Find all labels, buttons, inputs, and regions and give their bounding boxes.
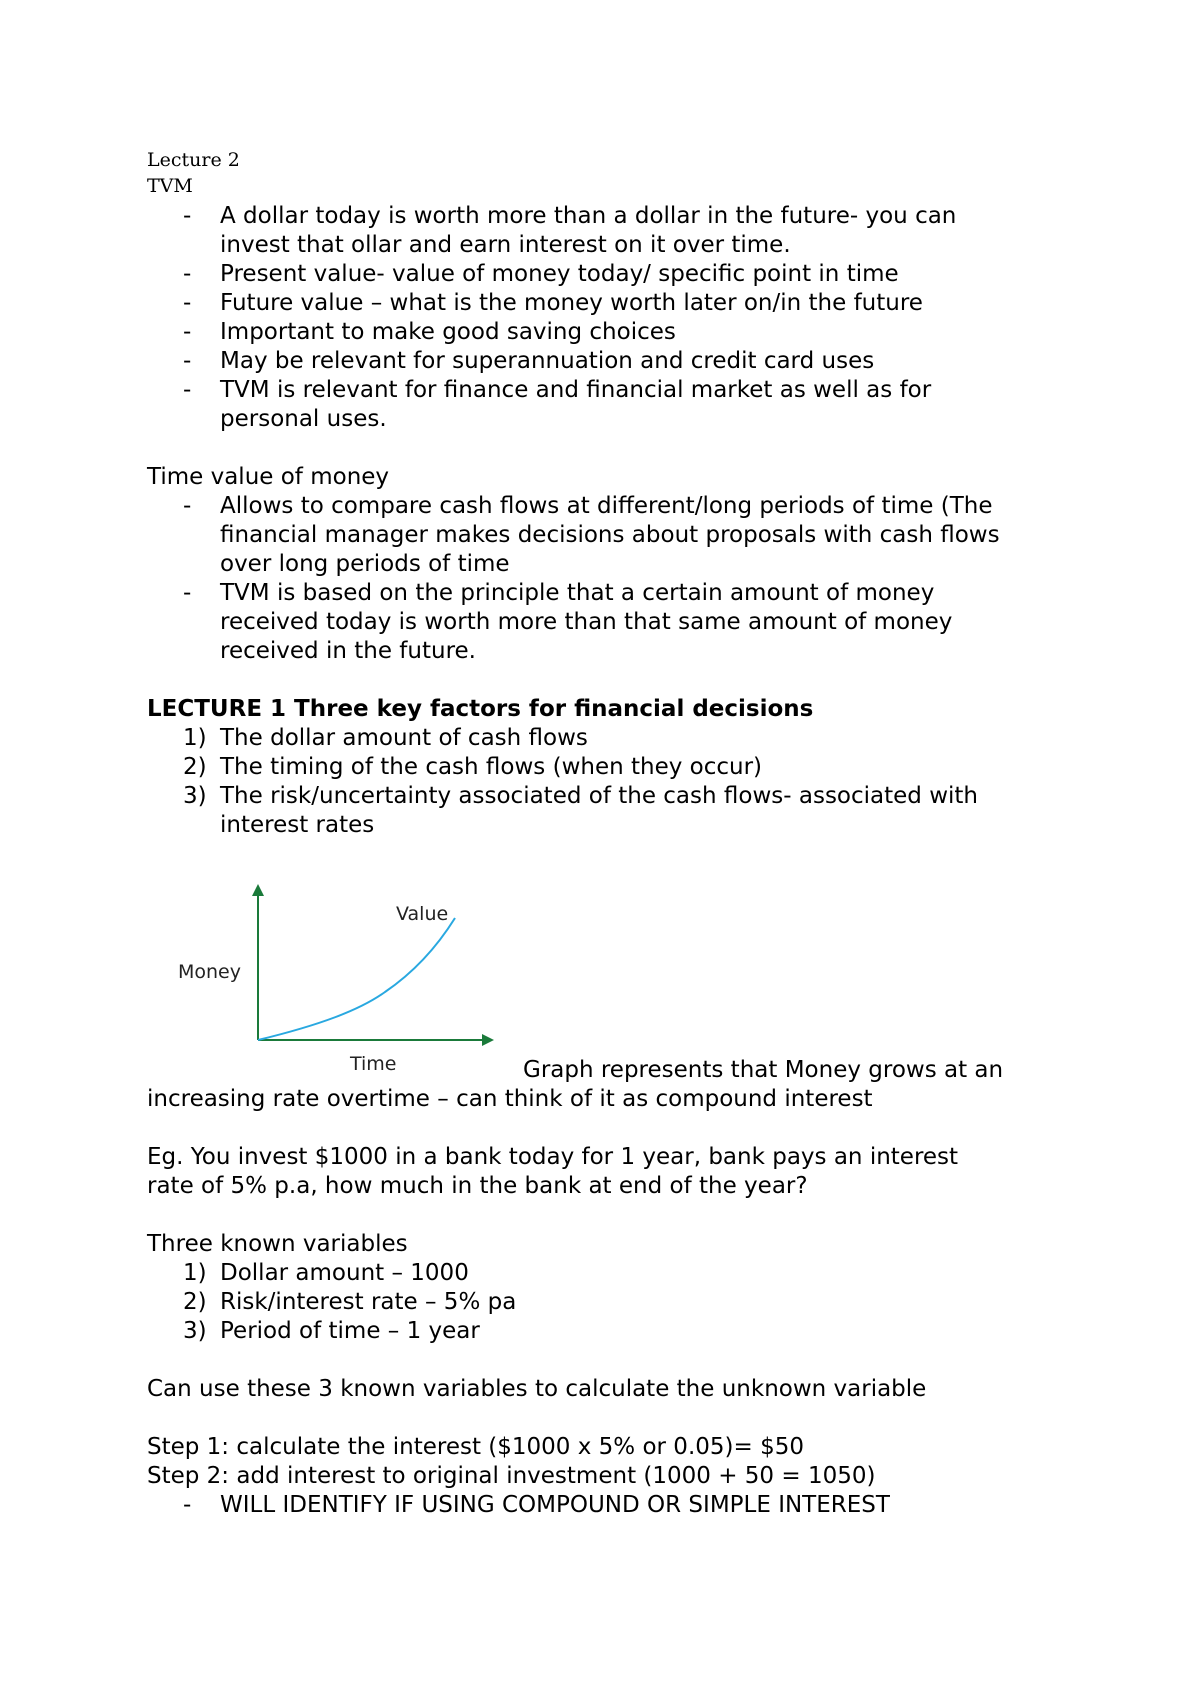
known-heading: Three known variables xyxy=(147,1231,408,1257)
tvm2-bullet-1-line-2: financial manager makes decisions about proposals with cash flows xyxy=(220,522,1000,548)
tvm-bullet-6-line-1: TVM is relevant for finance and financial market as well as for xyxy=(220,377,932,403)
factor-2: The timing of the cash flows (when they occur) xyxy=(220,754,763,780)
known-1: Dollar amount – 1000 xyxy=(220,1260,469,1286)
lecture1-heading: LECTURE 1 Three key factors for financial decisions xyxy=(147,696,814,722)
tvm2-bullet-2-line-2: received today is worth more than that same amount of money xyxy=(220,609,953,635)
y-axis-label: Money xyxy=(178,961,241,983)
graph-caption-line-1: Graph represents that Money grows at an xyxy=(523,1057,1004,1083)
graph-caption-line-2: increasing rate overtime – can think of it as compound interest xyxy=(147,1086,873,1112)
tvm2-heading: Time value of money xyxy=(147,464,390,490)
bullet-dash: - xyxy=(183,319,192,345)
step-1: Step 1: calculate the interest ($1000 x 5% or 0.05)= $50 xyxy=(147,1434,804,1460)
tvm-bullet-6-line-2: personal uses. xyxy=(220,406,387,432)
factor-3-line-1: The risk/uncertainty associated of the cash flows- associated with xyxy=(220,783,979,809)
bullet-dash: - xyxy=(183,493,192,519)
factor-number: 3) xyxy=(183,783,207,809)
bullet-dash: - xyxy=(183,348,192,374)
tvm-bullet-1-line-2: invest that ollar and earn interest on it over time. xyxy=(220,232,791,258)
bullet-dash: - xyxy=(183,377,192,403)
factor-1: The dollar amount of cash flows xyxy=(220,725,588,751)
bullet-dash: - xyxy=(183,290,192,316)
known-number: 2) xyxy=(183,1289,207,1315)
tvm-bullet-2: Present value- value of money today/ specific point in time xyxy=(220,261,899,287)
use-text: Can use these 3 known variables to calculate the unknown variable xyxy=(147,1376,927,1402)
known-3: Period of time – 1 year xyxy=(220,1318,480,1344)
tvm-bullet-1-line-1: A dollar today is worth more than a dollar in the future- you can xyxy=(220,203,957,229)
tvm-bullet-3: Future value – what is the money worth later on/in the future xyxy=(220,290,923,316)
factor-number: 2) xyxy=(183,754,207,780)
tvm2-bullet-2-line-3: received in the future. xyxy=(220,638,476,664)
bullet-dash: - xyxy=(183,1492,192,1518)
tvm2-bullet-1-line-3: over long periods of time xyxy=(220,551,510,577)
factor-3-line-2: interest rates xyxy=(220,812,375,838)
money-time-graph xyxy=(170,880,500,1080)
step-bullet: WILL IDENTIFY IF USING COMPOUND OR SIMPLE INTEREST xyxy=(220,1492,890,1518)
example-line-1: Eg. You invest $1000 in a bank today for 1 year, bank pays an interest xyxy=(147,1144,959,1170)
step-2: Step 2: add interest to original investment (1000 + 50 = 1050) xyxy=(147,1463,876,1489)
value-curve xyxy=(258,918,455,1040)
known-number: 1) xyxy=(183,1260,207,1286)
known-2: Risk/interest rate – 5% pa xyxy=(220,1289,517,1315)
tvm-bullet-5: May be relevant for superannuation and credit card uses xyxy=(220,348,875,374)
bullet-dash: - xyxy=(183,203,192,229)
x-axis-label: Time xyxy=(350,1053,397,1075)
example-line-2: rate of 5% p.a, how much in the bank at end of the year? xyxy=(147,1173,808,1199)
bullet-dash: - xyxy=(183,580,192,606)
tvm-heading: TVM xyxy=(147,175,193,197)
tvm2-bullet-1-line-1: Allows to compare cash flows at different/long periods of time (The xyxy=(220,493,993,519)
factor-number: 1) xyxy=(183,725,207,751)
tvm-bullet-4: Important to make good saving choices xyxy=(220,319,676,345)
curve-label: Value xyxy=(396,903,449,925)
known-number: 3) xyxy=(183,1318,207,1344)
tvm2-bullet-2-line-1: TVM is based on the principle that a certain amount of money xyxy=(220,580,935,606)
bullet-dash: - xyxy=(183,261,192,287)
lecture-label: Lecture 2 xyxy=(147,149,240,171)
